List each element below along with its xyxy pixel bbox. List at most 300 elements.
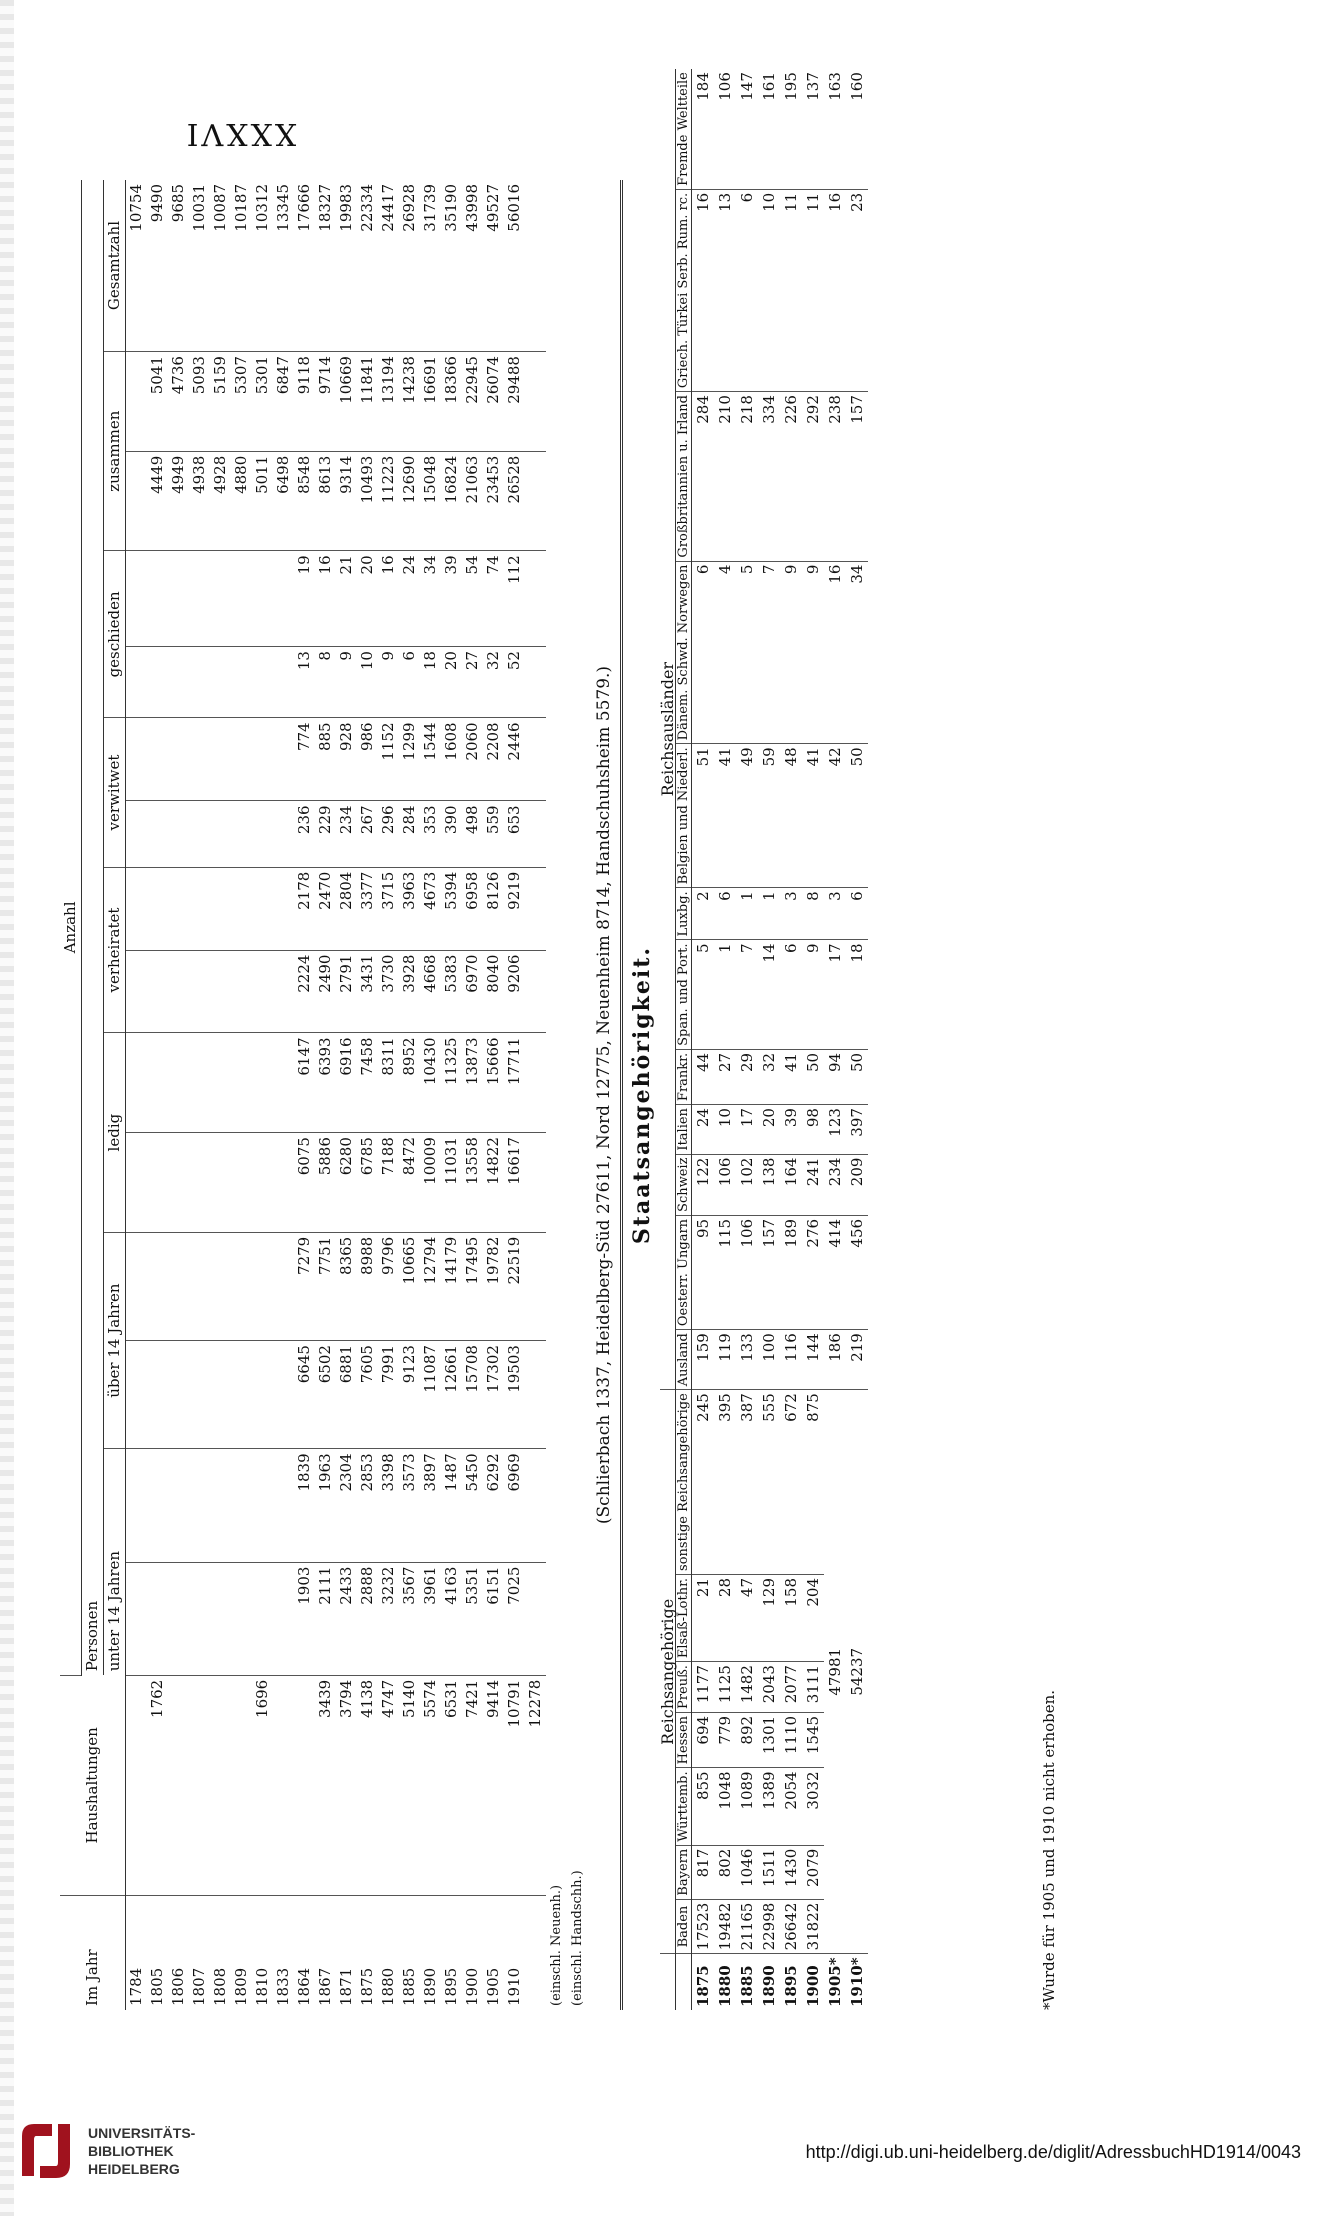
sub-header: unter 14 Jahren	[104, 1449, 126, 1675]
table-cell: 6	[692, 561, 715, 744]
table-cell	[168, 1033, 189, 1133]
table-cell	[210, 1033, 231, 1133]
table-cell: 50	[846, 1049, 868, 1104]
table-cell: 7279	[294, 1232, 315, 1340]
table-cell	[126, 1232, 148, 1340]
table-cell: 1839	[294, 1449, 315, 1562]
table-cell: 6075	[294, 1133, 315, 1233]
table-cell	[189, 1449, 210, 1562]
table-cell: 23	[846, 189, 868, 391]
table-cell: 276	[802, 1215, 824, 1329]
table-cell: 19782	[483, 1232, 504, 1340]
table-cell: 11841	[357, 352, 378, 452]
table-cell: 42	[824, 744, 846, 888]
table-cell	[231, 1675, 252, 1895]
table-cell: 694	[692, 1712, 715, 1767]
table-cell: 16	[824, 189, 846, 391]
table-cell: 19503	[504, 1341, 525, 1449]
row-year: 1864	[295, 1967, 313, 2006]
table-cell: 95	[692, 1215, 715, 1329]
table-cell: 12794	[420, 1232, 441, 1340]
table-row	[483, 180, 504, 2010]
table-cell	[252, 1341, 273, 1449]
table-cell	[525, 718, 546, 801]
table-cell	[252, 1562, 273, 1675]
table-cell: 164	[780, 1154, 802, 1215]
row-year: 1784	[127, 1967, 145, 2006]
table-cell: 16	[692, 189, 715, 391]
table-cell: 4163	[441, 1562, 462, 1675]
table-cell: 2	[692, 888, 715, 940]
table-cell: 5	[692, 940, 715, 1049]
table-cell	[273, 1675, 294, 1895]
table-cell: 7458	[357, 1033, 378, 1133]
table-cell: 4949	[168, 451, 189, 551]
row-year: 1895	[782, 1965, 800, 2007]
table-cell: 14238	[399, 352, 420, 452]
table-cell: 2791	[336, 950, 357, 1033]
table-cell: 20	[441, 647, 462, 718]
table-cell: 41	[714, 744, 736, 888]
table-cell: 161	[758, 69, 780, 189]
table-cell: 10031	[189, 180, 210, 352]
table-cell: 3032	[802, 1768, 824, 1845]
table-cell: 4	[714, 561, 736, 744]
table-cell: 16	[378, 551, 399, 647]
table-row	[441, 180, 462, 2010]
table-row	[714, 69, 736, 2010]
table-cell: 147	[736, 69, 758, 189]
table-cell: 157	[758, 1215, 780, 1329]
table-cell: 59	[758, 744, 780, 888]
table-row	[692, 69, 715, 2010]
table-cell	[525, 867, 546, 950]
table-row	[210, 180, 231, 2010]
table-cell: 672	[780, 1390, 802, 1575]
source-note: (Schlierbach 1337, Heidelberg-Süd 27611, Nord 12775, Neuenheim 8714, Handschuhsheim 5579.)	[594, 665, 614, 1525]
table-cell: 20	[758, 1105, 780, 1155]
table-cell	[126, 1449, 148, 1562]
table-cell: 2060	[462, 718, 483, 801]
table-row	[273, 180, 294, 2010]
table-cell	[252, 551, 273, 647]
table-cell	[147, 551, 168, 647]
table-cell	[189, 1033, 210, 1133]
table-cell: 1152	[378, 718, 399, 801]
row-year: 1875	[694, 1965, 712, 2007]
table-cell	[273, 718, 294, 801]
table-cell	[189, 1232, 210, 1340]
table-cell: 6969	[504, 1449, 525, 1562]
row-year: 1890	[760, 1965, 778, 2007]
group-reich: Reichsangehörige	[660, 1390, 676, 1954]
table-cell: 2446	[504, 718, 525, 801]
table-cell: 157	[846, 392, 868, 561]
row-year: 1905	[484, 1967, 502, 2006]
table-cell: 9123	[399, 1341, 420, 1449]
table-cell	[273, 867, 294, 950]
table-row	[147, 180, 168, 2010]
table-cell	[273, 1562, 294, 1675]
table-cell	[273, 1449, 294, 1562]
table-cell: 29488	[504, 352, 525, 452]
table-cell: 10	[714, 1105, 736, 1155]
table-cell: 390	[441, 801, 462, 867]
table-cell	[147, 1562, 168, 1675]
table-cell	[126, 1675, 148, 1895]
table-cell: 106	[736, 1215, 758, 1329]
table-cell: 8613	[315, 451, 336, 551]
table-cell: 195	[780, 69, 802, 189]
table-cell: 34	[846, 561, 868, 744]
table-cell: 23453	[483, 451, 504, 551]
footnote: *Wurde für 1905 und 1910 nicht erhoben.	[1040, 1689, 1058, 2010]
table-cell: 35190	[441, 180, 462, 352]
table-cell: 16617	[504, 1133, 525, 1233]
table-cell: 2804	[336, 867, 357, 950]
table-cell	[210, 1562, 231, 1675]
table-cell	[525, 1341, 546, 1449]
table-cell: 10	[758, 189, 780, 391]
table-cell	[189, 1133, 210, 1233]
table-cell: 21	[692, 1574, 715, 1661]
table-cell	[147, 718, 168, 801]
table-cell: 17523	[692, 1899, 715, 1954]
table-cell: 498	[462, 801, 483, 867]
table-cell: 10430	[420, 1033, 441, 1133]
table-cell: 3730	[378, 950, 399, 1033]
table-cell	[210, 1341, 231, 1449]
table-cell: 218	[736, 392, 758, 561]
table-cell: 17711	[504, 1033, 525, 1133]
table-cell: 204	[802, 1574, 824, 1661]
table-cell: 3	[780, 888, 802, 940]
table-cell	[210, 867, 231, 950]
table-cell: 11223	[378, 451, 399, 551]
table-cell	[231, 1133, 252, 1233]
table-cell	[168, 647, 189, 718]
table-cell: 9314	[336, 451, 357, 551]
table-cell: 11031	[441, 1133, 462, 1233]
table-cell: 115	[714, 1215, 736, 1329]
table-cell: 6280	[336, 1133, 357, 1233]
table-cell	[252, 801, 273, 867]
group-anzahl: Anzahl	[60, 180, 82, 1675]
table-cell	[210, 718, 231, 801]
table-cell	[126, 1341, 148, 1449]
table-cell: 10669	[336, 352, 357, 452]
library-logo-icon	[12, 2116, 82, 2186]
table-cell: 3928	[399, 950, 420, 1033]
table-cell	[294, 1675, 315, 1895]
table-cell: 7025	[504, 1562, 525, 1675]
table-cell: 653	[504, 801, 525, 867]
table-cell: 3715	[378, 867, 399, 950]
table-cell: 6	[399, 647, 420, 718]
table-cell	[147, 950, 168, 1033]
table-cell	[126, 801, 148, 867]
table-cell	[273, 1341, 294, 1449]
row-year: 1880	[379, 1967, 397, 2006]
table-cell: 3961	[420, 1562, 441, 1675]
row-year: 1833	[274, 1967, 292, 2006]
table-cell: 43998	[462, 180, 483, 352]
table-cell: 2208	[483, 718, 504, 801]
citizenship-header: Belgien und Niederl.	[676, 744, 692, 888]
table-cell: 8472	[399, 1133, 420, 1233]
table-cell: 19	[294, 551, 315, 647]
table-cell	[210, 551, 231, 647]
group-persons: Personen	[82, 180, 104, 1675]
table-cell: 296	[378, 801, 399, 867]
table-cell	[525, 352, 546, 452]
table-cell: 238	[824, 392, 846, 561]
table-cell: 1	[758, 888, 780, 940]
row-year: 1810	[253, 1967, 271, 2006]
table-row	[378, 180, 399, 2010]
table-cell: 234	[336, 801, 357, 867]
table-cell: 1544	[420, 718, 441, 801]
table-cell: 32	[758, 1049, 780, 1104]
row-year: 1905*	[826, 1957, 844, 2007]
table-cell: 1511	[758, 1845, 780, 1899]
table-cell: 1089	[736, 1768, 758, 1845]
table-cell: 9714	[315, 352, 336, 452]
table-cell: 27	[462, 647, 483, 718]
row-year: 1871	[337, 1967, 355, 2006]
table-cell: 209	[846, 1154, 868, 1215]
table-cell: 6881	[336, 1341, 357, 1449]
table-cell: 5886	[315, 1133, 336, 1233]
table-cell: 6531	[441, 1675, 462, 1895]
page-number: XXXVI	[183, 116, 297, 151]
table-cell: 5574	[420, 1675, 441, 1895]
table-cell	[525, 647, 546, 718]
table-cell	[273, 801, 294, 867]
table-cell	[168, 950, 189, 1033]
sub-header: ledig	[104, 1033, 126, 1232]
table-cell: 2077	[780, 1662, 802, 1713]
table-cell: 1110	[780, 1712, 802, 1767]
table-cell	[168, 718, 189, 801]
table-cell: 353	[420, 801, 441, 867]
table-cell: 94	[824, 1049, 846, 1104]
table-cell	[252, 1133, 273, 1233]
table-cell: 9118	[294, 352, 315, 452]
table-cell: 7188	[378, 1133, 399, 1233]
row-year: 1890	[421, 1967, 439, 2006]
table-cell: 106	[714, 69, 736, 189]
table-cell: 774	[294, 718, 315, 801]
table-cell: 50	[846, 744, 868, 888]
table-cell: 210	[714, 392, 736, 561]
table-cell: 13873	[462, 1033, 483, 1133]
col-year: Im Jahr	[60, 1895, 126, 2010]
row-year: 1806	[169, 1967, 187, 2006]
table-cell	[126, 950, 148, 1033]
table-cell	[126, 352, 148, 452]
table-cell: 12690	[399, 451, 420, 551]
table-cell: 12278	[525, 1675, 546, 1895]
table-cell: 184	[692, 69, 715, 189]
table-cell: 3794	[336, 1675, 357, 1895]
table-cell	[252, 1232, 273, 1340]
citizenship-header: Dänem. Schwd. Norwegen	[676, 561, 692, 744]
citizenship-header: Elsaß-Lothr.	[676, 1574, 692, 1661]
table-cell: 4747	[378, 1675, 399, 1895]
table-cell: 292	[802, 392, 824, 561]
table-cell: 8548	[294, 451, 315, 551]
table-cell	[210, 950, 231, 1033]
table-cell: 9206	[504, 950, 525, 1033]
library-name: UNIVERSITÄTS- BIBLIOTHEK HEIDELBERG	[88, 2125, 196, 2177]
table-cell: 3111	[802, 1662, 824, 1713]
table-cell: 1696	[252, 1675, 273, 1895]
table-cell	[147, 1232, 168, 1340]
table-cell: 395	[714, 1390, 736, 1575]
table-cell: 284	[692, 392, 715, 561]
table-cell: 31739	[420, 180, 441, 352]
table-cell: 10493	[357, 451, 378, 551]
table-cell	[525, 1449, 546, 1562]
table-cell: 875	[802, 1390, 824, 1575]
table-cell: 41	[802, 744, 824, 888]
table-cell	[189, 1675, 210, 1895]
source-url[interactable]: http://digi.ub.uni-heidelberg.de/diglit/AdressbuchHD1914/0043	[805, 2142, 1301, 2162]
table-cell	[126, 451, 148, 551]
table-cell: 2043	[758, 1662, 780, 1713]
row-year: 1805	[148, 1967, 166, 2006]
table-cell: 267	[357, 801, 378, 867]
table-cell: 116	[780, 1330, 802, 1390]
table-cell	[147, 1133, 168, 1233]
table-cell: 16824	[441, 451, 462, 551]
citizenship-header: Frankr.	[676, 1049, 692, 1104]
table-cell: 13194	[378, 352, 399, 452]
table-cell: 5450	[462, 1449, 483, 1562]
table-cell: 1545	[802, 1712, 824, 1767]
table-cell	[273, 1033, 294, 1133]
table-cell: 39	[780, 1105, 802, 1155]
table-cell: 74	[483, 551, 504, 647]
table-cell: 456	[846, 1215, 868, 1329]
table-cell: 9	[802, 561, 824, 744]
table-cell: 4938	[189, 451, 210, 551]
table-cell: 9414	[483, 1675, 504, 1895]
table-cell	[210, 1675, 231, 1895]
table-cell: 334	[758, 392, 780, 561]
table-cell	[210, 647, 231, 718]
table-cell: 6498	[273, 451, 294, 551]
row-year	[525, 1895, 546, 2010]
table-cell	[189, 1562, 210, 1675]
table-cell	[210, 801, 231, 867]
table-cell	[252, 867, 273, 950]
table-cell: 3431	[357, 950, 378, 1033]
table-cell: 9219	[504, 867, 525, 950]
table-cell: 5383	[441, 950, 462, 1033]
table-cell	[126, 647, 148, 718]
table-cell: 26928	[399, 180, 420, 352]
table-cell: 8365	[336, 1232, 357, 1340]
table-cell: 5093	[189, 352, 210, 452]
table-cell: 22334	[357, 180, 378, 352]
table-cell: 8988	[357, 1232, 378, 1340]
table-row	[462, 180, 483, 2010]
table-cell	[189, 647, 210, 718]
table-cell: 13345	[273, 180, 294, 352]
table-cell: 5	[736, 561, 758, 744]
table-cell: 6151	[483, 1562, 504, 1675]
table-cell: 137	[802, 69, 824, 189]
row-year: 1880	[716, 1965, 734, 2007]
table-cell: 226	[780, 392, 802, 561]
table-cell: 855	[692, 1768, 715, 1845]
table-cell: 133	[736, 1330, 758, 1390]
table-cell	[126, 867, 148, 950]
row-year: 1875	[358, 1967, 376, 2006]
table-row	[231, 180, 252, 2010]
row-year: 1809	[232, 1967, 250, 2006]
table-cell: 1048	[714, 1768, 736, 1845]
row-year: 1885	[400, 1967, 418, 2006]
table-cell: 1	[714, 940, 736, 1049]
citizenship-header: Italien	[676, 1105, 692, 1155]
table-cell	[231, 950, 252, 1033]
citizenship-header: Oesterr. Ungarn	[676, 1215, 692, 1329]
table-cell: 8311	[378, 1033, 399, 1133]
table-cell: 2224	[294, 950, 315, 1033]
table-cell: 1	[736, 888, 758, 940]
table-cell	[168, 1341, 189, 1449]
table-cell: 1430	[780, 1845, 802, 1899]
table-cell	[273, 1232, 294, 1340]
table-cell: 1046	[736, 1845, 758, 1899]
table-cell	[189, 1341, 210, 1449]
table-cell	[126, 718, 148, 801]
table-cell: 1963	[315, 1449, 336, 1562]
table-cell: 28	[714, 1574, 736, 1661]
table-cell: 144	[802, 1330, 824, 1390]
table-cell: 4138	[357, 1675, 378, 1895]
table-cell: 986	[357, 718, 378, 801]
table-cell: 8	[315, 647, 336, 718]
table-cell: 160	[846, 69, 868, 189]
table-row	[294, 180, 315, 2010]
table-cell: 779	[714, 1712, 736, 1767]
table-row	[252, 180, 273, 2010]
sub-header: verwitwet	[104, 718, 126, 867]
table-cell: 3398	[378, 1449, 399, 1562]
sub-header: zusammen	[104, 352, 126, 551]
table-cell	[126, 1133, 148, 1233]
table-cell	[231, 1562, 252, 1675]
table-cell: 7	[758, 561, 780, 744]
table-cell: 21	[336, 551, 357, 647]
table-cell: 138	[758, 1154, 780, 1215]
table-cell	[147, 1341, 168, 1449]
table-cell: 4673	[420, 867, 441, 950]
table-cell: 15666	[483, 1033, 504, 1133]
table-cell: 10187	[231, 180, 252, 352]
table-cell	[189, 867, 210, 950]
table-cell	[273, 647, 294, 718]
table-cell	[252, 647, 273, 718]
table-cell: 817	[692, 1845, 715, 1899]
table-cell: 27	[714, 1049, 736, 1104]
table-cell: 3232	[378, 1562, 399, 1675]
table-cell: 102	[736, 1154, 758, 1215]
